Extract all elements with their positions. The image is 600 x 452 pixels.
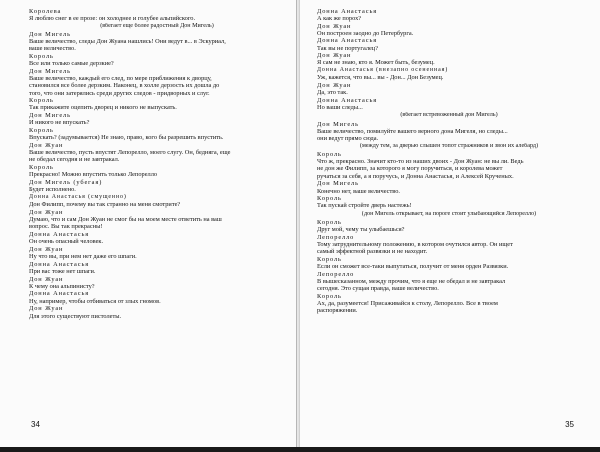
speaker-name: Донна Анастасья — [29, 230, 90, 238]
speaker-name: Донна Анастасья (смущенно) — [29, 193, 127, 200]
speaker-name: Король — [317, 292, 342, 300]
dialogue-line: становился все более дерзким. Наконец, в холле дерзость их дошла до — [29, 82, 220, 90]
speaker-name: Дон Жуан — [29, 141, 64, 149]
speaker-name: Лепорелло — [317, 233, 355, 241]
dialogue-line: ручаться за себя, а я поручусь, и Донна Анастасья, и Алексей Крученых. — [317, 172, 514, 180]
speaker-name: Дон Мигель — [29, 68, 71, 76]
dialogue-line: Он построен заодно до Петербурга. — [317, 29, 414, 37]
dialogue-line: Прекрасно! Можно впустить только Лепорелло — [29, 171, 158, 179]
speaker-name: Дон Мигель — [317, 120, 359, 128]
dialogue-line: распоряжении. — [317, 306, 358, 314]
dialogue-line: Конечно нет, ваше величество. — [317, 187, 400, 195]
speaker-name: Король — [29, 127, 54, 135]
dialogue-line: Но ваши следы... — [317, 104, 363, 112]
dialogue-line: Тому затруднительному положению, в котором очутился автор. Он ищет — [317, 240, 513, 248]
right-page — [300, 0, 600, 447]
dialogue-line: ваше величество. — [29, 45, 76, 53]
stage-direction: (дон Мигель открывает, на пороге стоит улыбающийся Лепорелло) — [361, 210, 537, 217]
left-page — [0, 0, 296, 447]
speaker-name: Донна Анастасья — [317, 37, 378, 45]
speaker-name: Король — [29, 97, 54, 105]
dialogue-line: Так прикажите оцепить дворец и никого не выпускать. — [29, 104, 177, 112]
dialogue-line: Впускать? (задумывается) Не знаю, право, кого бы разрешить впустить. — [29, 134, 224, 142]
dialogue-line: Ну что вы, при нем нет даже его шпаги. — [29, 252, 137, 260]
dialogue-line: Да, это так. — [317, 89, 348, 97]
dialogue-line: А как же порох? — [317, 14, 362, 22]
dialogue-line: При вас тоже нет шпаги. — [29, 267, 96, 275]
dialogue-line: не дон же Филипп, за которого я могу поручиться, и королева может — [317, 165, 503, 173]
dialogue-line: Ваше величество, помилуйте вашего верного дона Мигеля, но следы... — [317, 127, 508, 135]
speaker-name: Донна Анастасья (внезапно осененная) — [317, 67, 449, 74]
speaker-name: Донна Анастасья — [317, 97, 378, 105]
dialogue-line: они ведут прямо сюда. — [317, 134, 379, 142]
speaker-name: Дон Жуан — [29, 208, 64, 216]
dialogue-line: Если он сможет все-таки выпутаться, получит от меня орден Развязки. — [317, 262, 509, 270]
right-page-text — [317, 7, 581, 314]
dialogue-line: Он очень опасный человек. — [29, 237, 104, 245]
speaker-name: Король — [317, 151, 342, 159]
speaker-name: Дон Мигель (убегая) — [29, 178, 103, 186]
dialogue-line: Дон Филипп, почему вы так странно на меня смотрите? — [29, 201, 181, 208]
speaker-name: Дон Мигель — [317, 180, 359, 188]
speaker-name: Дон Мигель — [29, 112, 71, 120]
stage-direction: (вбегает еще более радостный Дон Мигель) — [100, 22, 214, 29]
dialogue-line: вопрос. Вы так прекрасны! — [29, 223, 103, 231]
dialogue-line: сегодня. Это сущая правда, ваше величество. — [317, 284, 439, 292]
speaker-name: Дон Жуан — [29, 245, 64, 253]
dialogue-line: Я сам не знаю, кто я. Может быть, безумец. — [317, 59, 435, 67]
dialogue-line: Так пускай стройте дверь настежь! — [317, 202, 412, 210]
dialogue-line: Ваше величество, каждый его след, по мере приближения к дворцу, — [29, 75, 212, 83]
dialogue-line: того, что они затерялись среди других следов - придворных и слуг. — [29, 89, 210, 97]
dialogue-line: Для этого существуют пистолеты. — [29, 312, 122, 320]
dialogue-line: Что ж, прекрасно. Значит кто-то из наших двоих - Дон Жуан: не вы ли. Ведь — [317, 158, 524, 166]
speaker-name: Дон Жуан — [29, 275, 64, 283]
scan-edge — [0, 447, 600, 452]
dialogue-line: Так вы не португалец? — [317, 44, 379, 52]
speaker-name: Король — [29, 53, 54, 61]
page-number-left: 34 — [31, 420, 40, 429]
speaker-name: Лепорелло — [317, 270, 355, 278]
dialogue-line: И никого не впускать? — [29, 119, 90, 127]
speaker-name: Донна Анастасья — [29, 260, 90, 268]
speaker-name: Донна Анастасья — [317, 7, 378, 15]
left-page-text — [29, 7, 285, 320]
dialogue-line: Ваше величество, пусть впустят Лепорелло, моего слугу. Он, бедняга, еще — [29, 149, 231, 157]
dialogue-line: Ваше величество, следы Дон Жуана нашлись! Они ведут в... в Эскуриал, — [29, 38, 226, 46]
speaker-name: Дон Мигель — [29, 31, 71, 39]
dialogue-line: Друг мой, чему ты улыбаешься? — [317, 225, 405, 233]
speaker-name: Королева — [29, 7, 62, 15]
dialogue-line: Думаю, что и сам Дон Жуан не смог бы на моем месте ответить на ваш — [29, 215, 222, 223]
speaker-name: Дон Жуан — [317, 82, 352, 90]
page-number-right: 35 — [565, 420, 574, 429]
speaker-name: Король — [317, 218, 342, 226]
dialogue-line: самый эффектной развязки и не находит. — [317, 247, 428, 255]
dialogue-line: не обедал сегодня и не завтракал. — [29, 156, 120, 164]
dialogue-line: К чему она альпинисту? — [29, 282, 95, 290]
speaker-name: Дон Жуан — [317, 22, 352, 30]
stage-direction: (вбегает встревоженный дон Мигель) — [400, 112, 498, 119]
dialogue-line: Я люблю снег в ее прозе: он холоднее и голубее альпийского. — [29, 14, 196, 22]
stage-direction: (между тем, за дверью слышен топот стражников и звон их алебард) — [359, 142, 539, 149]
speaker-name: Дон Жуан — [29, 305, 64, 313]
speaker-name: Король — [317, 195, 342, 203]
dialogue-line: Будет исполнено. — [29, 186, 76, 194]
speaker-name: Король — [29, 164, 54, 172]
dialogue-line: Уж, кажется, что вы... вы - Дон... Дон Безумец. — [317, 74, 444, 82]
dialogue-line: В вышесказанном, между прочим, что я еще не обедал и не завтракал — [317, 277, 506, 285]
speaker-name: Донна Анастасья — [29, 290, 90, 298]
speaker-name: Дон Жуан — [317, 52, 352, 60]
speaker-name: Король — [317, 255, 342, 263]
dialogue-line: Ах, да, разумеется! Присаживайся к столу, Лепорелло. Все в твоем — [317, 299, 498, 307]
dialogue-line: Все или только самые дерзкие? — [29, 60, 114, 68]
dialogue-line: Ну, например, чтобы отбиваться от злых гномов. — [29, 297, 161, 305]
